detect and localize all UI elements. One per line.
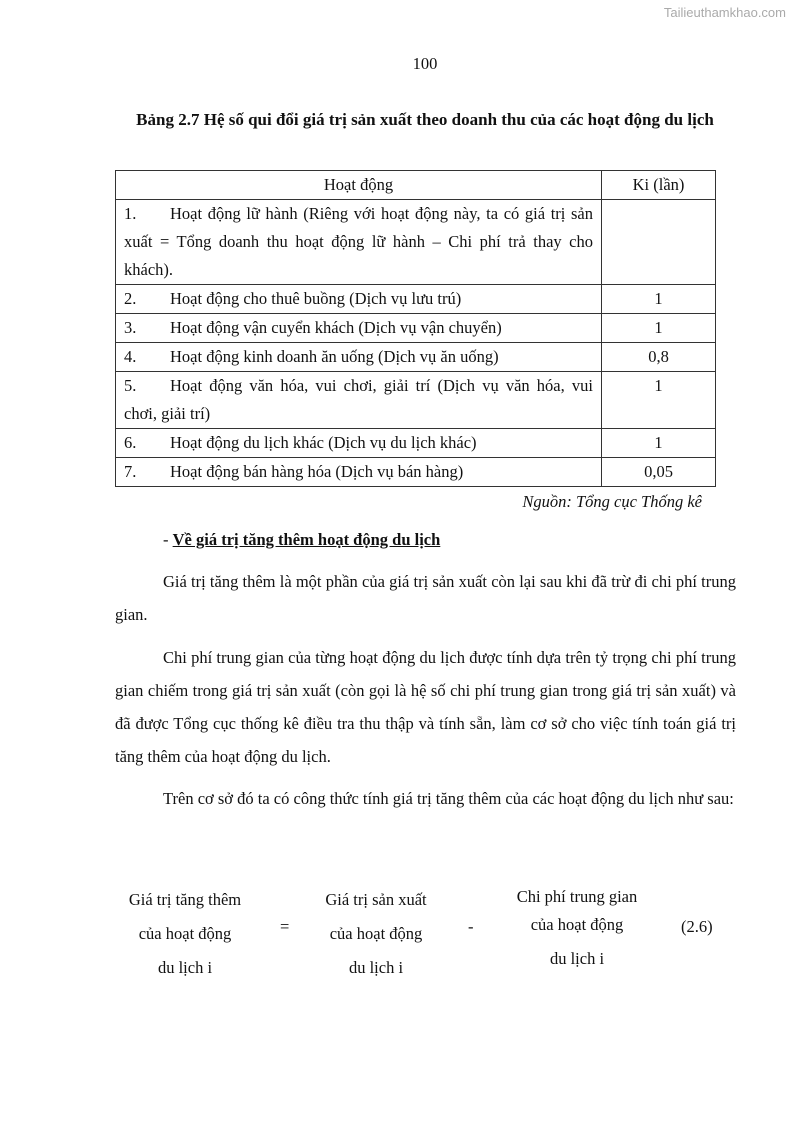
paragraph: Trên cơ sở đó ta có công thức tính giá trị tăng thêm của các hoạt động du lịch như sau: <box>163 789 734 808</box>
row-ki: 1 <box>602 314 716 343</box>
header-ki: Ki (lần) <box>602 171 716 200</box>
row-number: 2. <box>124 289 137 308</box>
section-heading <box>163 530 440 550</box>
formula-line: Chi phí trung gian <box>516 887 638 906</box>
formula-equals: = <box>280 917 290 936</box>
row-number: 5. <box>124 376 137 395</box>
formula-line: của hoạt động <box>530 915 624 934</box>
header-activity: Hoạt động <box>116 171 602 200</box>
table-title: Bảng 2.7 Hệ số qui đổi giá trị sản xuất theo doanh thu của các hoạt động du lịch <box>136 110 714 129</box>
formula-term2 <box>477 883 677 973</box>
row-activity: Hoạt động vận cuyển khách (Dịch vụ vận chuyển) <box>170 318 502 337</box>
formula-line: du lịch i <box>549 949 605 968</box>
watermark: Tailieuthamkhao.com <box>663 5 786 20</box>
table-header-row <box>116 171 716 200</box>
table-row <box>116 343 716 372</box>
formula-line: của hoạt động <box>329 924 423 943</box>
row-number: 6. <box>124 433 137 452</box>
row-activity: Hoạt động văn hóa, vui chơi, giải trí (Dịch vụ văn hóa, vui chơi, giải trí) <box>124 376 593 423</box>
section-dash: - <box>163 530 173 549</box>
formula-line: Giá trị tăng thêm <box>128 890 242 909</box>
row-ki: 1 <box>602 372 716 429</box>
row-ki <box>602 200 716 285</box>
table-row <box>116 200 716 285</box>
row-activity: Hoạt động du lịch khác (Dịch vụ du lịch khác) <box>170 433 477 452</box>
table-row <box>116 429 716 458</box>
table-row <box>116 285 716 314</box>
row-number: 3. <box>124 318 137 337</box>
formula-lhs <box>85 883 285 985</box>
row-number: 4. <box>124 347 137 366</box>
row-ki: 1 <box>602 285 716 314</box>
formula-line: du lịch i <box>157 958 213 977</box>
formula-label: (2.6) <box>681 917 713 936</box>
formula-line: của hoạt động <box>138 924 232 943</box>
table-row <box>116 314 716 343</box>
row-ki: 0,8 <box>602 343 716 372</box>
formula-term1 <box>276 883 476 985</box>
table-row <box>116 372 716 429</box>
row-ki: 0,05 <box>602 458 716 487</box>
formula-line: Giá trị sản xuất <box>325 890 427 909</box>
row-activity: Hoạt động kinh doanh ăn uống (Dịch vụ ăn uống) <box>170 347 499 366</box>
formula-minus: - <box>468 917 474 936</box>
page-number: 100 <box>412 54 438 73</box>
row-ki: 1 <box>602 429 716 458</box>
row-activity: Hoạt động bán hàng hóa (Dịch vụ bán hàng) <box>170 462 464 481</box>
formula-line: du lịch i <box>348 958 404 977</box>
paragraph: Giá trị tăng thêm là một phần của giá trị sản xuất còn lại sau khi đã trừ đi chi phí trung gian. <box>115 572 736 624</box>
row-number: 7. <box>124 462 137 481</box>
coefficient-table <box>115 170 716 487</box>
row-activity: Hoạt động cho thuê buồng (Dịch vụ lưu trú) <box>170 289 462 308</box>
table-row <box>116 458 716 487</box>
section-heading-text: Về giá trị tăng thêm hoạt động du lịch <box>172 530 441 549</box>
row-number: 1. <box>124 204 137 223</box>
paragraph: Chi phí trung gian của từng hoạt động du lịch được tính dựa trên tỷ trọng chi phí trung gian chiếm trong giá trị sản xuất (còn gọi là hệ số chi phí trung gian trong giá trị sản xuất) và đã được Tổng cục thống kê điều tra thu thập và tính sẵn, làm cơ sở cho việc tính toán giá trị tăng thêm của hoạt động du lịch. <box>115 648 736 766</box>
row-activity: Hoạt động lữ hành (Riêng với hoạt động này, ta có giá trị sản xuất = Tổng doanh thu hoạt động lữ hành – Chi phí trả thay cho khách). <box>124 204 593 279</box>
table-source: Nguồn: Tổng cục Thống kê <box>522 492 702 511</box>
